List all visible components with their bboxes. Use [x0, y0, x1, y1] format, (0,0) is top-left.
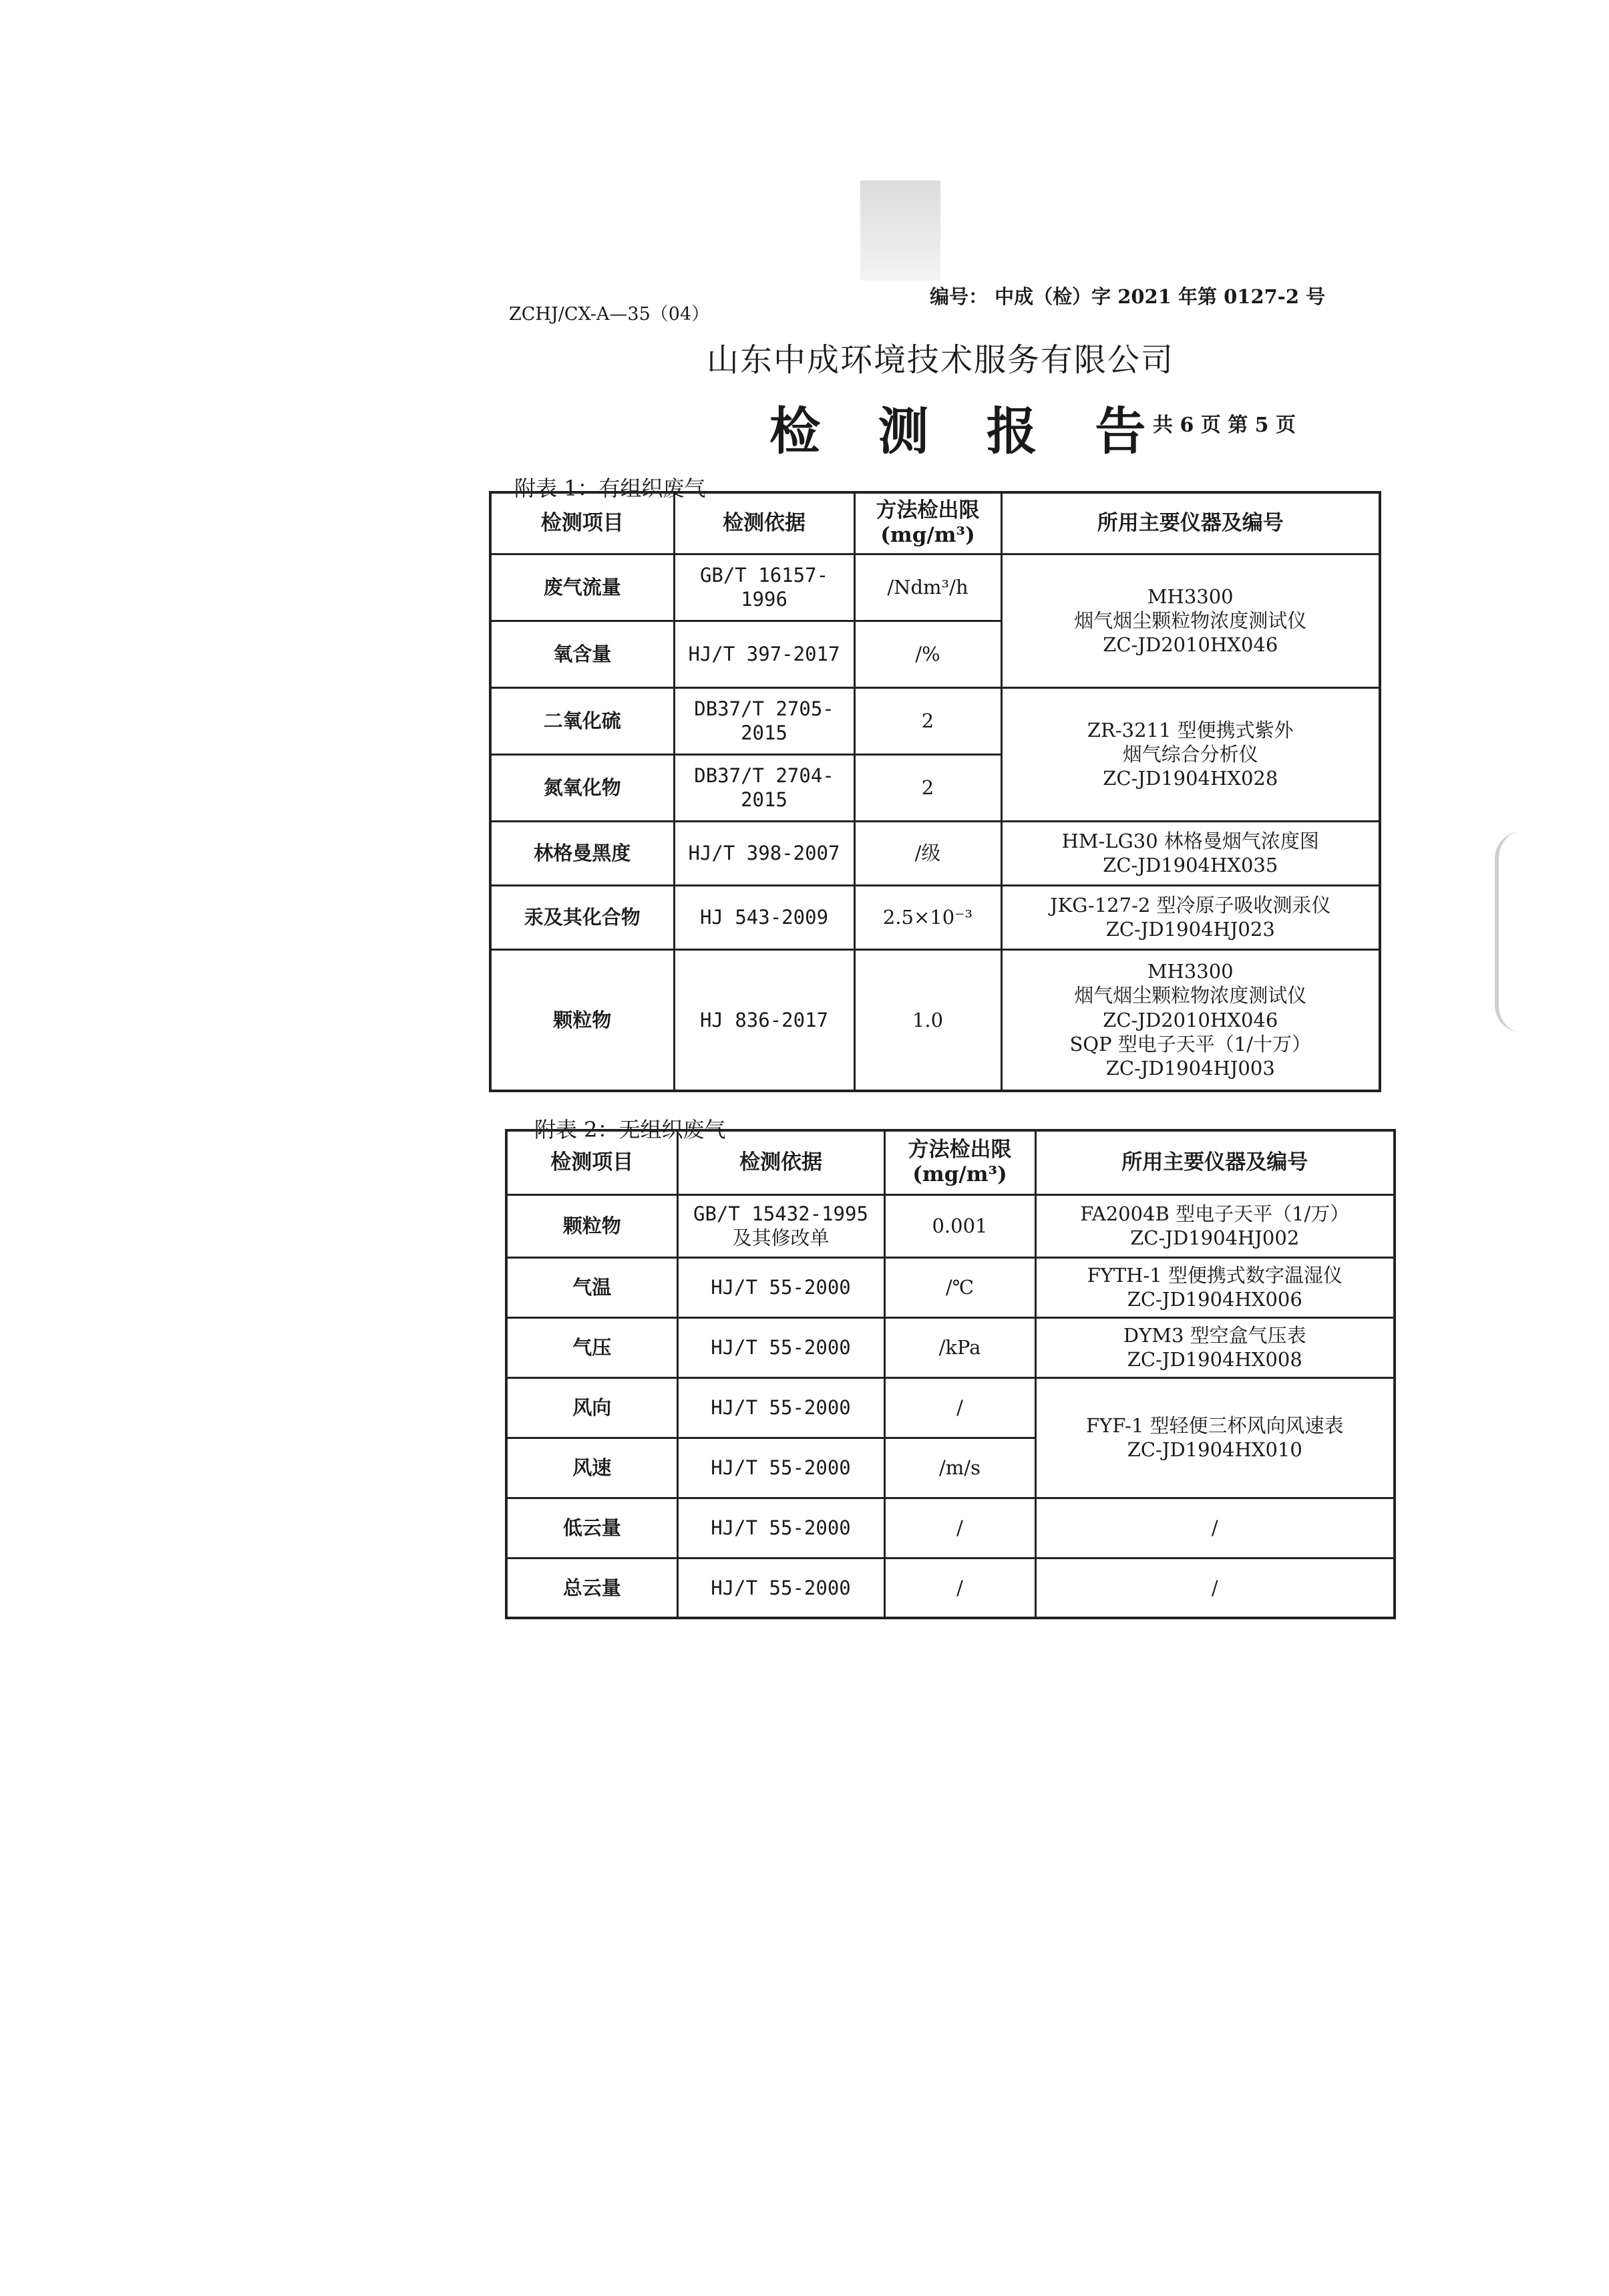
limit-cell: 0.001 [884, 1194, 1035, 1257]
instrument-cell: DYM3 型空盒气压表 ZC-JD1904HX008 [1035, 1317, 1395, 1377]
table-row [490, 885, 1380, 949]
item-cell: 颗粒物 [506, 1194, 677, 1257]
company-name: 山东中成环境技术服务有限公司 [707, 341, 1175, 379]
instrument-cell: JKG-127-2 型冷原子吸收测汞仪 ZC-JD1904HJ023 [1001, 885, 1380, 949]
basis-cell: HJ/T 55-2000 [677, 1498, 884, 1558]
header-instrument: 所用主要仪器及编号 [1001, 492, 1380, 554]
header-limit: 方法检出限 (mg/m³) [854, 492, 1001, 554]
table-row [490, 949, 1380, 1091]
limit-cell: /m/s [884, 1438, 1035, 1498]
page-number: 共 6 页 第 5 页 [1153, 414, 1296, 437]
limit-cell: 1.0 [854, 949, 1001, 1091]
table-row [506, 1257, 1395, 1317]
instrument-cell: ZR-3211 型便携式紫外 烟气综合分析仪 ZC-JD1904HX028 [1001, 687, 1380, 821]
organized-exhaust-table [489, 491, 1381, 1092]
document-code: ZCHJ/CX-A—35（04） [509, 304, 710, 325]
header-item: 检测项目 [490, 492, 674, 554]
seal-stamp-edge [1495, 832, 1528, 1032]
table-row [506, 1558, 1395, 1618]
instrument-cell: / [1035, 1498, 1395, 1558]
limit-cell: /级 [854, 821, 1001, 885]
basis-cell: HJ/T 55-2000 [677, 1257, 884, 1317]
item-cell: 氧含量 [490, 621, 674, 687]
item-cell: 氮氧化物 [490, 754, 674, 821]
instrument-cell: FA2004B 型电子天平（1/万） ZC-JD1904HJ002 [1035, 1194, 1395, 1257]
instrument-cell: HM-LG30 林格曼烟气浓度图 ZC-JD1904HX035 [1001, 821, 1380, 885]
basis-cell: HJ/T 55-2000 [677, 1558, 884, 1618]
item-cell: 低云量 [506, 1498, 677, 1558]
item-cell: 气压 [506, 1317, 677, 1377]
basis-cell: HJ/T 55-2000 [677, 1377, 884, 1438]
basis-cell: GB/T 15432-1995 及其修改单 [677, 1194, 884, 1257]
report-number: 编号： 中成（检）字 2021 年第 0127-2 号 [930, 285, 1326, 308]
item-cell: 风速 [506, 1438, 677, 1498]
item-cell: 颗粒物 [490, 949, 674, 1091]
basis-cell: HJ/T 55-2000 [677, 1438, 884, 1498]
instrument-cell: MH3300 烟气烟尘颗粒物浓度测试仪 ZC-JD2010HX046 [1001, 554, 1380, 687]
basis-cell: HJ/T 398-2007 [674, 821, 854, 885]
limit-cell: /Ndm³/h [854, 554, 1001, 621]
limit-cell: 2.5×10⁻³ [854, 885, 1001, 949]
limit-cell: 2 [854, 754, 1001, 821]
table-header-row [490, 492, 1380, 554]
item-cell: 汞及其化合物 [490, 885, 674, 949]
header-basis: 检测依据 [674, 492, 854, 554]
table1-caption: 附表 1：有组织废气 [514, 476, 706, 501]
header-item: 检测项目 [506, 1130, 677, 1194]
item-cell: 总云量 [506, 1558, 677, 1618]
header-limit: 方法检出限 (mg/m³) [884, 1130, 1035, 1194]
header-basis: 检测依据 [677, 1130, 884, 1194]
table2-caption: 附表 2：无组织废气 [534, 1117, 726, 1142]
table-row [506, 1194, 1395, 1257]
basis-cell: DB37/T 2704-2015 [674, 754, 854, 821]
instrument-cell: FYF-1 型轻便三杯风向风速表 ZC-JD1904HX010 [1035, 1377, 1395, 1498]
table-row [490, 687, 1380, 754]
basis-cell: HJ 836-2017 [674, 949, 854, 1091]
item-cell: 二氧化硫 [490, 687, 674, 754]
header-instrument: 所用主要仪器及编号 [1035, 1130, 1395, 1194]
limit-cell: /% [854, 621, 1001, 687]
basis-cell: HJ 543-2009 [674, 885, 854, 949]
basis-cell: HJ/T 397-2017 [674, 621, 854, 687]
instrument-cell: MH3300 烟气烟尘颗粒物浓度测试仪 ZC-JD2010HX046 SQP 型电子天平（1/十万） ZC-JD1904HJ003 [1001, 949, 1380, 1091]
scan-shadow [860, 180, 940, 281]
report-title: 检 测 报 告 [769, 401, 1166, 461]
instrument-cell: / [1035, 1558, 1395, 1618]
item-cell: 气温 [506, 1257, 677, 1317]
limit-cell: 2 [854, 687, 1001, 754]
item-cell: 风向 [506, 1377, 677, 1438]
item-cell: 林格曼黑度 [490, 821, 674, 885]
limit-cell: /℃ [884, 1257, 1035, 1317]
instrument-cell: FYTH-1 型便携式数字温湿仪 ZC-JD1904HX006 [1035, 1257, 1395, 1317]
limit-cell: / [884, 1377, 1035, 1438]
basis-cell: HJ/T 55-2000 [677, 1317, 884, 1377]
basis-cell: DB37/T 2705-2015 [674, 687, 854, 754]
limit-cell: / [884, 1498, 1035, 1558]
limit-cell: /kPa [884, 1317, 1035, 1377]
table-row [490, 554, 1380, 621]
table-row [506, 1317, 1395, 1377]
table-row [490, 821, 1380, 885]
basis-cell: GB/T 16157-1996 [674, 554, 854, 621]
table-header-row [506, 1130, 1395, 1194]
item-cell: 废气流量 [490, 554, 674, 621]
table-row [506, 1498, 1395, 1558]
limit-cell: / [884, 1558, 1035, 1618]
unorganized-exhaust-table [505, 1129, 1396, 1619]
table-row [506, 1377, 1395, 1438]
